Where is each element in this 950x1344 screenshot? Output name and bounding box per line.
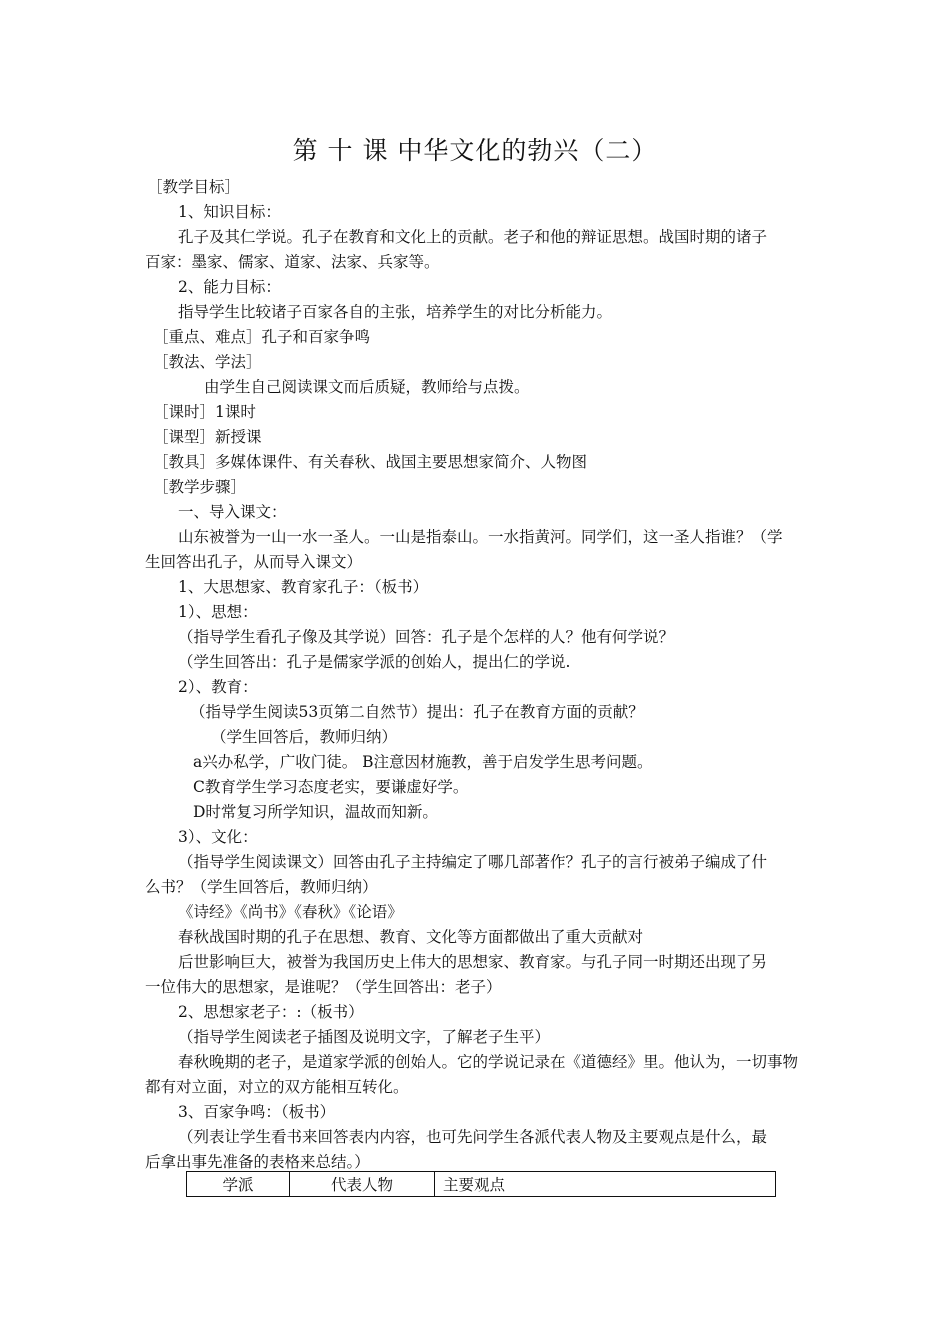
table-header-row (187, 1172, 776, 1197)
education-heading: 2）、教育： (178, 678, 258, 696)
culture-heading: 3）、文化： (178, 828, 258, 846)
paragraph-line: （指导学生看孔子像及其学说）回答：孔子是个怎样的人？他有何学说？ (178, 628, 675, 646)
ability-goal-heading: 2、能力目标： (178, 278, 281, 296)
paragraph-line: 都有对立面，对立的双方能相互转化。 (145, 1078, 409, 1096)
table-header-main-views: 主要观点 (435, 1172, 776, 1197)
paragraph-line: 孔子及其仁学说。孔子在教育和文化上的贡献。老子和他的辩证思想。战国时期的诸子 (178, 228, 768, 246)
paragraph-line: 百家：墨家、儒家、道家、法家、兵家等。 (145, 253, 440, 271)
lesson-title: 第 十 课 中华文化的勃兴（二） (292, 136, 658, 165)
paragraph-line: 么书？（学生回答后，教师归纳） (145, 878, 378, 896)
teaching-steps-heading: ［教学步骤］ (153, 478, 247, 496)
knowledge-goal-heading: 1、知识目标： (178, 203, 281, 221)
class-hours-line: ［课时］1课时 (153, 403, 256, 421)
paragraph-line: （指导学生阅读老子插图及说明文字，了解老子生平） (178, 1028, 551, 1046)
paragraph-line: （学生回答后，教师归纳） (211, 728, 398, 746)
paragraph-line: 生回答出孔子，从而导入课文） (145, 553, 363, 571)
paragraph-line: 指导学生比较诸子百家各自的主张，培养学生的对比分析能力。 (178, 303, 613, 321)
schools-table (186, 1171, 776, 1197)
section-heading-objectives: ［教学目标］ (147, 178, 241, 196)
list-item: D时常复习所学知识，温故而知新。 (193, 803, 438, 821)
paragraph-line: 春秋战国时期的孔子在思想、教育、文化等方面都做出了重大贡献对 (178, 928, 644, 946)
paragraph-line: （指导学生阅读53页第二自然节）提出：孔子在教育方面的贡献？ (190, 703, 644, 721)
classics-line: 《诗经》《尚书》《春秋》《论语》 (178, 903, 403, 921)
paragraph-line: 由学生自己阅读课文而后质疑，教师给与点拨。 (204, 378, 530, 396)
paragraph-line: 后世影响巨大，被誉为我国历史上伟大的思想家、教育家。与孔子同一时期还出现了另 (178, 953, 768, 971)
lesson-type-line: ［课型］新授课 (153, 428, 262, 446)
paragraph-line: 春秋晚期的老子，是道家学派的创始人。它的学说记录在《道德经》里。他认为，一切事物 (178, 1053, 799, 1071)
teaching-aids-line: ［教具］多媒体课件、有关春秋、战国主要思想家简介、人物图 (153, 453, 588, 471)
key-points-line: ［重点、难点］孔子和百家争鸣 (153, 328, 371, 346)
intro-heading: 一、导入课文： (178, 503, 287, 521)
laozi-heading: 2、思想家老子：:（板书） (178, 1003, 364, 1021)
methods-heading: ［教法、学法］ (153, 353, 262, 371)
hundred-schools-heading: 3、百家争鸣：（板书） (178, 1103, 336, 1121)
list-item: a兴办私学，广收门徒。 B注意因材施教，善于启发学生思考问题。 (193, 753, 653, 771)
paragraph-line: （列表让学生看书来回答表内内容，也可先问学生各派代表人物及主要观点是什么，最 (178, 1128, 768, 1146)
list-item: C教育学生学习态度老实，要谦虚好学。 (193, 778, 469, 796)
paragraph-line: 山东被誉为一山一水一圣人。一山是指泰山。一水指黄河。同学们，这一圣人指谁？（学 (178, 528, 783, 546)
paragraph-line: 一位伟大的思想家，是谁呢？（学生回答出：老子） (145, 978, 502, 996)
paragraph-line: 后拿出事先准备的表格来总结。） (145, 1153, 370, 1171)
confucius-heading: 1、大思想家、教育家孔子：（板书） (178, 578, 429, 596)
paragraph-line: （学生回答出：孔子是儒家学派的创始人，提出仁的学说. (178, 653, 571, 671)
paragraph-line: （指导学生阅读课文）回答由孔子主持编定了哪几部著作？孔子的言行被弟子编成了什 (178, 853, 768, 871)
thought-heading: 1）、思想： (178, 603, 258, 621)
table-header-representative: 代表人物 (290, 1172, 435, 1197)
table-header-school: 学派 (187, 1172, 290, 1197)
